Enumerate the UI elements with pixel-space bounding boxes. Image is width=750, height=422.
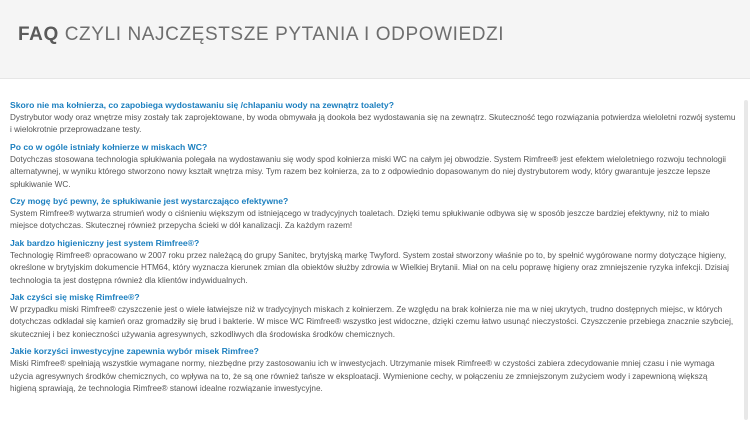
faq-question[interactable]: Po co w ogóle istniały kołnierze w miskach WC? <box>10 141 208 152</box>
faq-question[interactable]: Skoro nie ma kołnierza, co zapobiega wydostawaniu się /chlapaniu wody na zewnątrz toalety? <box>10 100 394 110</box>
page-title-rest: CZYLI NAJCZĘSTSZE PYTANIA I ODPOWIEDZI <box>58 24 505 45</box>
scrollbar[interactable] <box>742 100 748 420</box>
faq-answer: Miski Rimfree® spełniają wszystkie wymagane normy, niezbędne przy zastosowaniu ich w inwestycjach. Utrzymanie misek Rimfree® w czystości zabiera zdecydowanie mniej czasu i nie wymaga użycia agresywnych środków chemicznych, co wpływa na to, że są one również tańsze w eksploatacji. Wymienione cechy, w połączeniu ze zmniejszonym zużyciem wody i zapewnioną większą higieną sprawiają, że technologia Rimfree® stanowi idealne rozwiązanie inwestycyjne. <box>10 359 715 394</box>
faq-answer: System Rimfree® wytwarza strumień wody o ciśnieniu większym od istniejącego w tradycyjnych toaletach. Dzięki temu spłukiwanie odbywa się w sposób jeszcze bardziej efektywny, niż to miało miejsce dotychczas. Skutecznej również przepycha ścieki w dół kanalizacji. Za każdym razem! <box>10 209 710 231</box>
faq-question[interactable]: Jak bardzo higieniczny jest system Rimfree®? <box>10 237 200 248</box>
faq-item <box>10 195 736 233</box>
faq-item <box>10 291 736 341</box>
page-title-bold: FAQ <box>18 24 59 45</box>
faq-answer: W przypadku miski Rimfree® czyszczenie jest o wiele łatwiejsze niż w tradycyjnych miskach z kołnierzem. Ze względu na brak kołnierza nie ma w niej ukrytych, trudno dostępnych miejsc, w których dotychczas odkładał się kamień oraz gromadziły się brud i bakterie. W misce WC Rimfree® wszystko jest widoczne, dzięki czemu łatwo usunąć nieczystości. Czyszczenie przebiega znacznie szybciej, skuteczniej i bez konieczności używania agresywnych, szkodliwych dla środowiska środków chemicznych. <box>10 305 734 339</box>
faq-question[interactable]: Jak czyści się miskę Rimfree®? <box>10 292 140 303</box>
faq-item <box>10 345 736 395</box>
faq-question[interactable]: Jakie korzyści inwestycyjne zapewnia wybór misek Rimfree? <box>10 346 259 357</box>
faq-item <box>10 141 736 191</box>
faq-answer: Dystrybutor wody oraz wnętrze misy zostały tak zaprojektowane, by woda obmywała ją dookoła bez wydostawania się na zewnątrz. Skuteczność tego rozwiązania potwierdza wieloletni rozwój systemu i wielokrotnie przeprowadzane testy. <box>10 113 736 135</box>
faq-answer: Technologię Rimfree® opracowano w 2007 roku przez należącą do grupy Sanitec, brytyjską markę Twyford. System został stworzony właśnie po to, by spełnić wygórowane normy dotyczące higieny, określone w brytyjskim dokumencie HTM64, który wyznacza kierunek zmian dla obiektów służby zdrowia w Wielkiej Brytanii. Miał on na celu poprawę higieny oraz zmniejszenie ryzyka infekcji. Dzisiaj technologia ta jest dostępna również dla klientów indywidualnych. <box>10 250 729 285</box>
faq-item <box>10 237 736 287</box>
faq-question[interactable]: Czy mogę być pewny, że spłukiwanie jest wystarczająco efektywne? <box>10 196 289 207</box>
scrollbar-thumb[interactable] <box>744 100 748 420</box>
faq-answer: Dotychczas stosowana technologia spłukiwania polegała na wydostawaniu się wody spod kołnierza miski WC na całym jej obwodzie. System Rimfree® jest efektem wieloletniego rozwoju technologii alternatywnej, w wyniku którego stworzono nowy kształt wnętrza misy. Tym razem bez kołnierza, za to z odpowiednio dopasowanym do niej dystrybutorem wody, który gwarantuje jeszcze lepsze spłukiwanie WC. <box>10 154 726 189</box>
page-title <box>18 24 504 46</box>
faq-item <box>10 99 736 137</box>
faq-list <box>0 79 750 422</box>
page-header <box>0 0 750 79</box>
